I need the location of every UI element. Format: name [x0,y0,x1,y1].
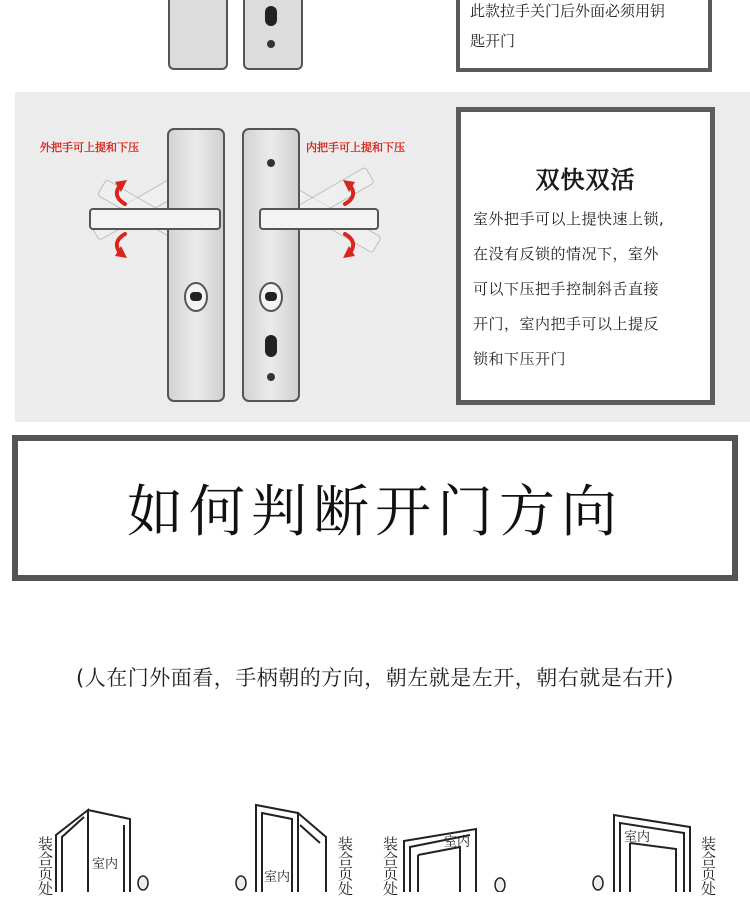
screw-icon [267,159,275,167]
door-direction-hint: (人在门外面看，手柄朝的方向，朝左就是左开，朝右就是右开) [76,666,674,690]
door-2-room-label: 室内 [264,870,291,885]
door-handle-icons [138,876,603,892]
door-4-hinge-label: 装合页处 [701,835,717,898]
feature-description [473,202,705,377]
inner-plate-top [243,0,303,70]
feature-box [456,107,715,405]
top-note-line2: 匙开门 [470,32,516,50]
screw-icon [267,40,275,48]
door-3-hinge-label: 装合页处 [383,835,399,898]
section-title: 如何判断开门方向 [127,480,623,545]
inner-handle [260,209,378,229]
inner-plate [243,129,299,401]
outer-handle-label: 外把手可上提和下压 [40,141,139,154]
door-4-room-label: 室内 [624,830,651,845]
door-1-hinge-label: 装合页处 [38,835,54,898]
top-note-line1: 此款拉手关门后外面必须用钥 [470,2,666,20]
top-note-box [456,0,712,72]
door-diagram-1 [56,810,130,892]
inner-handle-label: 内把手可上提和下压 [306,141,405,154]
cylinder-slot-icon [265,6,277,26]
outer-plate-top [168,0,228,70]
door-3-room-label: 室内 [444,835,471,850]
feature-line: 在没有反锁的情况下，室外 [473,245,660,263]
section-title-banner [12,435,738,581]
door-2-hinge-label: 装合页处 [338,835,354,898]
outer-handle [90,209,220,229]
feature-title: 双快双活 [535,166,636,194]
feature-line: 开门，室内把手可以上提反 [473,315,660,333]
feature-line: 可以下压把手控制斜舌直接 [473,280,660,298]
thumb-turn-slot-icon [265,335,277,357]
feature-line: 室外把手可以上提快速上锁, [473,210,665,228]
outer-plate [168,129,224,401]
screw-icon [267,373,275,381]
door-1-room-label: 室内 [92,857,119,872]
previous-section-strip [0,0,750,92]
feature-line: 锁和下压开门 [473,350,567,368]
